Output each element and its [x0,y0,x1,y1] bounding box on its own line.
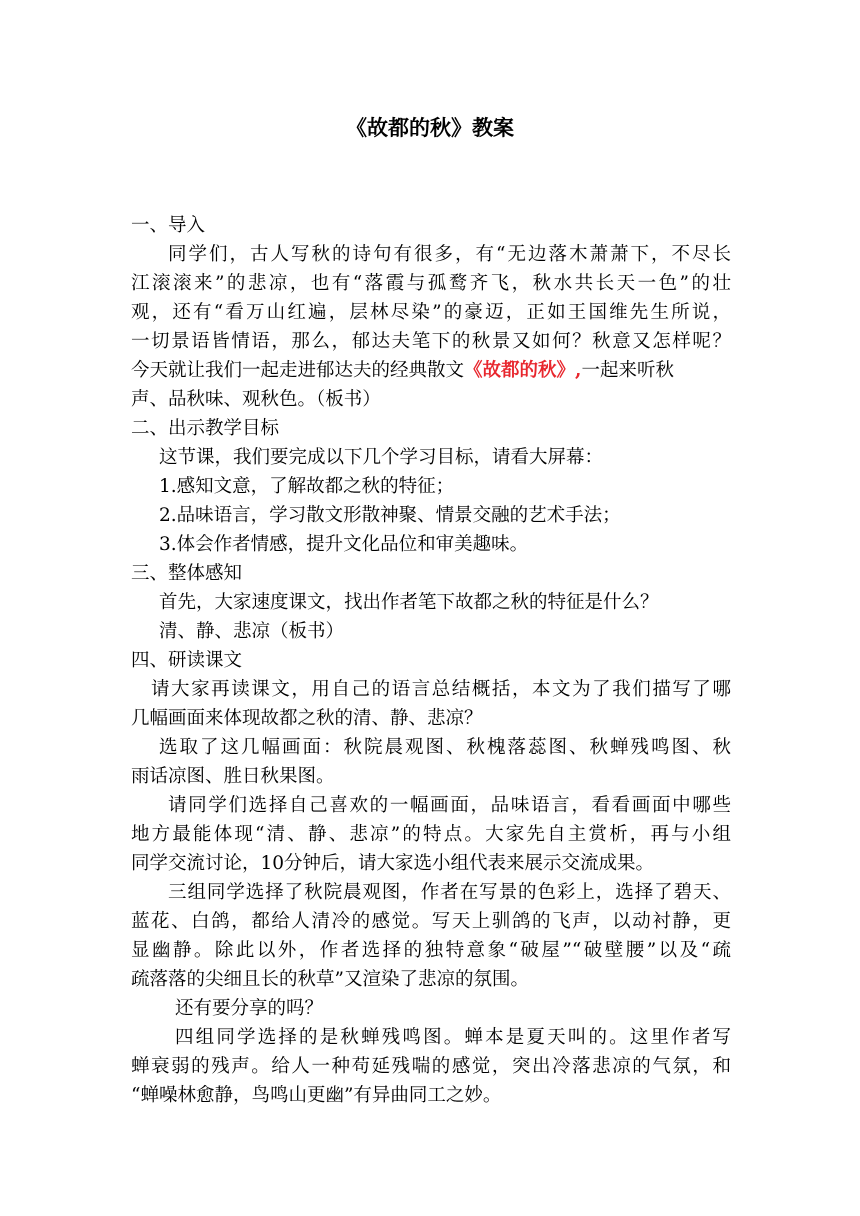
paragraph-line: 首先，大家速度课文，找出作者笔下故都之秋的特征是什么？ [159,592,659,613]
paragraph-line: 同学交流讨论，10分钟后，请大家选小组代表来展示交流成果。 [131,853,655,874]
paragraph-line: 还有要分享的吗？ [175,998,324,1019]
paragraph-line: 一切景语皆情语，那么，郁达夫笔下的秋景又如何？秋意又怎样呢？ [131,331,731,352]
paragraph-line: 四组同学选择的是秋蝉残鸣图。蝉本是夏天叫的。这里作者写 [175,1027,731,1048]
paragraph-line: 雨话凉图、胜日秋果图。 [131,766,335,787]
highlighted-article-title: 《故都的秋》, [464,360,582,381]
paragraph-line: 几幅画面来体现故都之秋的清、静、悲凉？ [131,708,483,729]
paragraph-line: 观，还有“看万山红遍，层林尽染”的豪迈，正如王国维先生所说， [131,302,731,323]
paragraph-line: 地方最能体现“清、静、悲凉”的特点。大家先自主赏析，再与小组 [131,824,731,845]
goal-item-1: 1.感知文意，了解故都之秋的特征； [159,476,455,497]
paragraph-line: 请大家再读课文，用自己的语言总结概括，本文为了我们描写了哪 [151,679,731,700]
paragraph-line: 这节课，我们要完成以下几个学习目标，请看大屏幕： [159,447,604,468]
paragraph-line: 蝉衰弱的残声。给人一种苟延残喘的感觉，突出冷落悲凉的气氛，和 [131,1056,731,1077]
section-heading-intro: 一、导入 [131,215,206,236]
paragraph-line: 蓝花、白鸽，都给人清冷的感觉。写天上驯鸽的飞声，以动衬静，更 [131,911,731,932]
paragraph-line: 声、品秋味、观秋色。（板书） [131,389,381,410]
section-heading-study: 四、研读课文 [131,650,243,671]
page-title: 《故都的秋》教案 [346,116,514,140]
paragraph-text: 今天就让我们一起走进郁达夫的经典散文 [131,360,465,381]
section-heading-goals: 二、出示教学目标 [131,418,280,439]
document-body [131,211,731,1110]
paragraph-line: 同学们，古人写秋的诗句有很多，有“无边落木萧萧下，不尽长 [168,244,731,265]
paragraph-line: 请同学们选择自己喜欢的一幅画面，品味语言，看看画面中哪些 [168,795,731,816]
paragraph-text: 一起来听秋 [581,360,674,381]
paragraph-line: 江滚滚来”的悲凉，也有“落霞与孤鹜齐飞，秋水共长天一色”的壮 [131,273,731,294]
paragraph-line: 清、静、悲凉（板书） [159,621,345,642]
section-heading-overview: 三、整体感知 [131,563,243,584]
paragraph-line-with-highlight [131,356,731,385]
paragraph-line: 显幽静。除此以外，作者选择的独特意象“破屋”“破壁腰”以及“疏 [131,940,731,961]
paragraph-line: 选取了这几幅画面：秋院晨观图、秋槐落蕊图、秋蝉残鸣图、秋 [159,737,731,758]
goal-item-2: 2.品味语言，学习散文形散神聚、情景交融的艺术手法； [159,505,621,526]
paragraph-line: 三组同学选择了秋院晨观图，作者在写景的色彩上，选择了碧天、 [168,882,731,903]
paragraph-line: 疏落落的尖细且长的秋草”又渲染了悲凉的氛围。 [131,969,529,990]
goal-item-3: 3.体会作者情感，提升文化品位和审美趣味。 [159,534,529,555]
paragraph-line: “蝉噪林愈静，鸟鸣山更幽”有异曲同工之妙。 [131,1085,502,1106]
